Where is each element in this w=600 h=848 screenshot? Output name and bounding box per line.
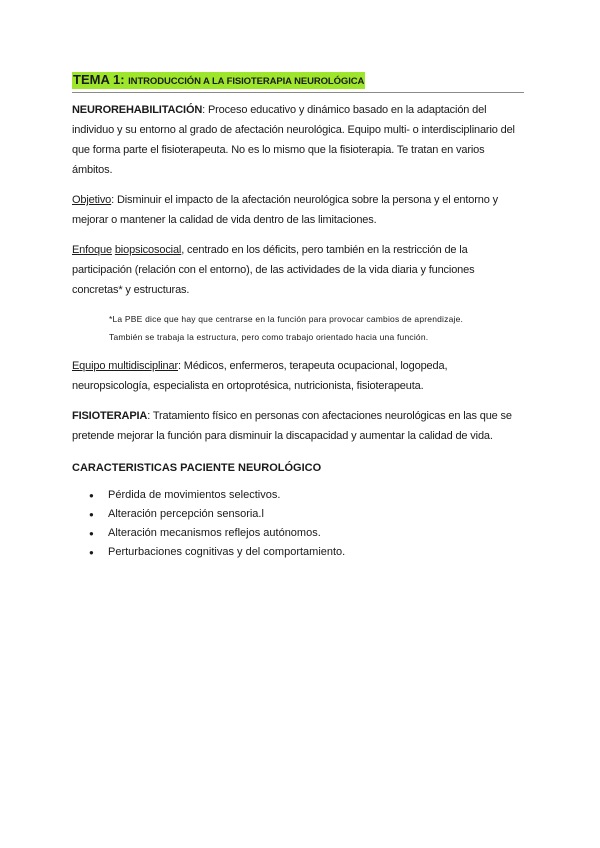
list-item-text: Pérdida de movimientos selectivos.	[108, 489, 281, 501]
note-line-2: También se trabaja la estructura, pero como trabajo orientado hacia una función.	[109, 332, 429, 342]
list-item-text: Alteración mecanismos reflejos autónomos.	[108, 527, 321, 539]
bullet-icon: ●	[89, 491, 94, 500]
document-page	[72, 72, 524, 562]
note-line-1: *La PBE dice que hay que centrarse en la función para provocar cambios de aprendizaje.	[109, 314, 464, 324]
list-item-text: Perturbaciones cognitivas y del comportamiento.	[108, 546, 346, 558]
list-item	[72, 486, 524, 505]
fisioterapia-paragraph	[72, 406, 524, 446]
bullet-icon: ●	[89, 510, 94, 519]
objetivo-text: : Disminuir el impacto de la afectación neurológica sobre la persona y el entorno y mejorar o mantener la calidad de vida dentro de las limitaciones.	[72, 194, 498, 226]
neuro-text: : Proceso educativo y dinámico basado en la adaptación del individuo y su entorno al grado de afectación neurológica. Equipo multi- o interdisciplinario del que forma parte el fisioterapeuta. No es lo mismo que la fisioterapia. Te tratan en varios ámbitos.	[72, 104, 515, 176]
title-main: TEMA 1:	[73, 72, 129, 87]
title-highlight	[72, 72, 365, 89]
enfoque-term2: biopsicosocial	[114, 244, 182, 256]
enfoque-text: , centrado en los déficits, pero también en la restricción de la participación (relación con el entorno), de las actividades de la vida diaria y funciones concretas* y estructuras.	[72, 244, 475, 296]
enfoque-term: Enfoque	[72, 244, 112, 256]
caracteristicas-heading: CARACTERISTICAS PACIENTE NEUROLÓGICO	[72, 462, 322, 474]
list-item-text: Alteración percepción sensoria.l	[108, 508, 264, 520]
list-item	[72, 505, 524, 524]
neurorehabilitacion-paragraph	[72, 100, 524, 180]
list-item	[72, 543, 524, 562]
pbe-note	[109, 310, 524, 346]
bullet-icon: ●	[89, 548, 94, 557]
equipo-text: : Médicos, enfermeros, terapeuta ocupacional, logopeda, neuropsicología, especialista en ortoprotésica, nutricionista, fisioterapeuta.	[72, 360, 448, 392]
fisio-text: : Tratamiento físico en personas con afectaciones neurológicas en las que se pretende mejorar la función para disminuir la discapacidad y aumentar la calidad de vida.	[72, 410, 512, 442]
bullet-icon: ●	[89, 529, 94, 538]
equipo-term: Equipo multidisciplinar	[72, 360, 178, 372]
caracteristicas-list	[72, 486, 524, 562]
fisio-term: FISIOTERAPIA	[72, 410, 148, 422]
objetivo-term: Objetivo	[72, 194, 112, 206]
objetivo-paragraph	[72, 190, 524, 230]
neuro-term: NEUROREHABILITACIÓN	[72, 104, 203, 116]
equipo-paragraph	[72, 356, 524, 396]
page-title	[72, 72, 524, 89]
list-item	[72, 524, 524, 543]
enfoque-paragraph	[72, 240, 524, 300]
title-divider	[72, 92, 524, 93]
title-sub: INTRODUCCIÓN A LA FISIOTERAPIA NEUROLÓGICA	[128, 76, 365, 87]
